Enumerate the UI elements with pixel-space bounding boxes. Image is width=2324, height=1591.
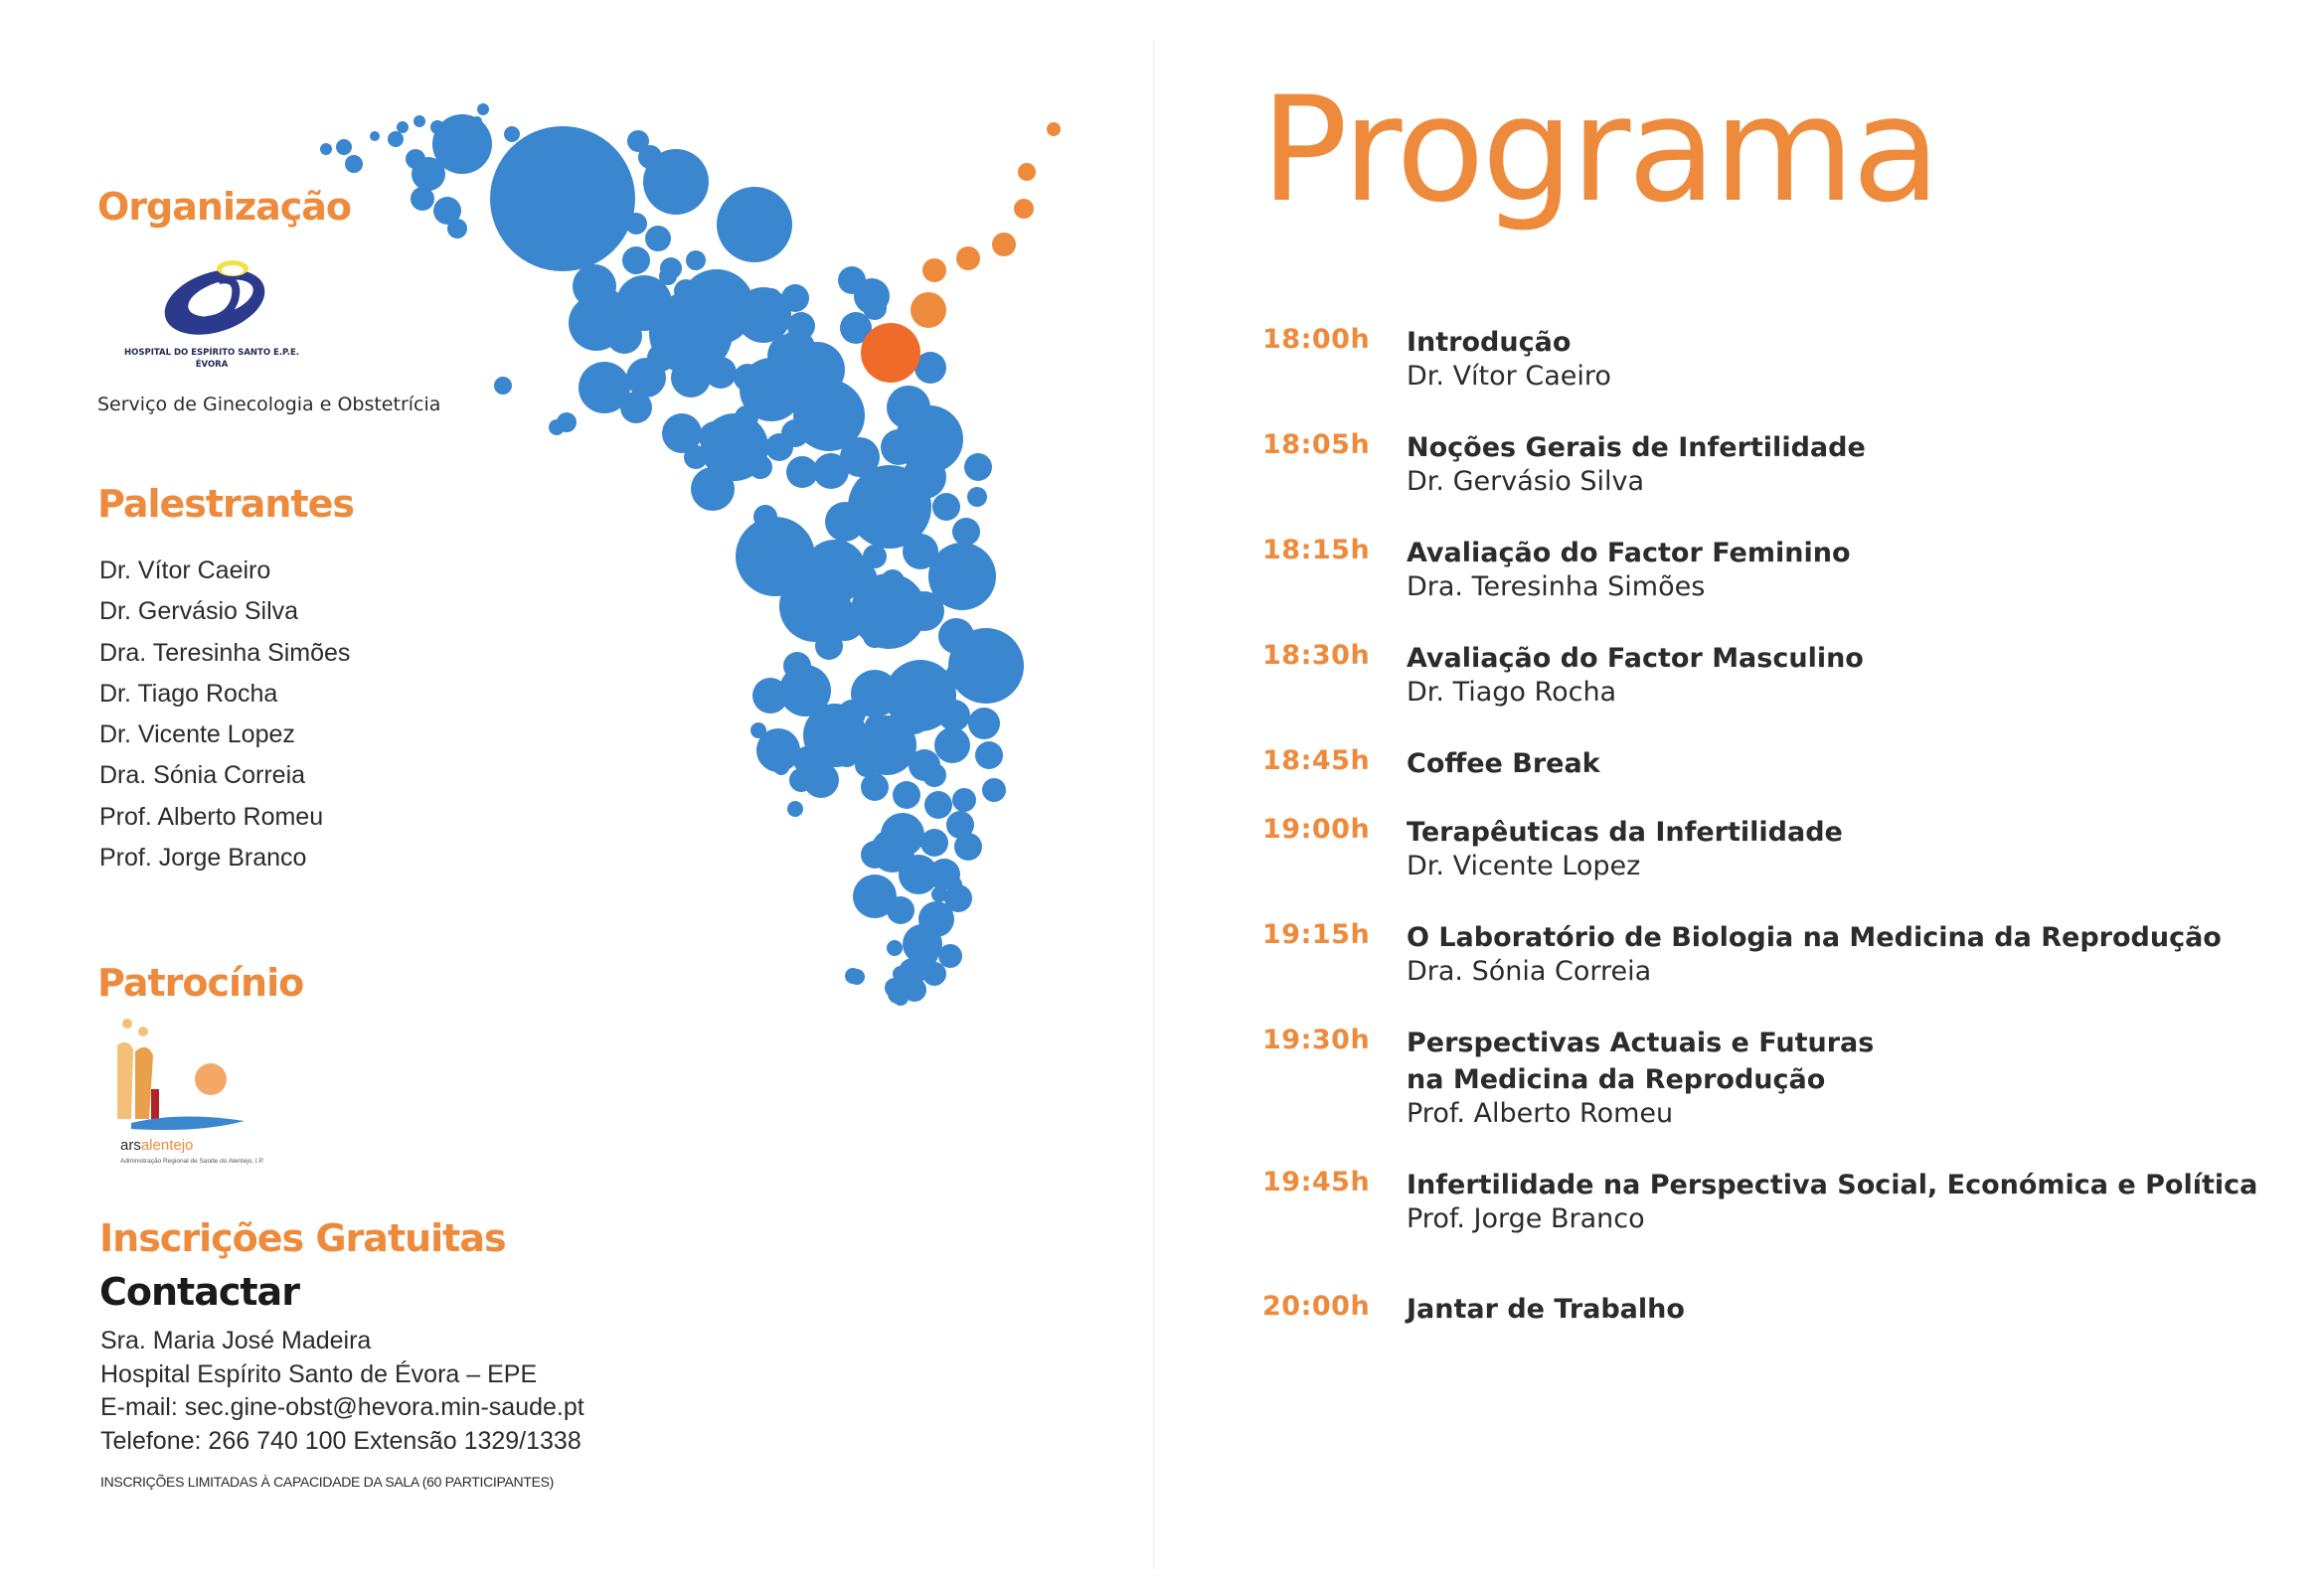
bubble bbox=[952, 518, 980, 546]
orange-bubble bbox=[956, 246, 980, 270]
bubble bbox=[931, 886, 947, 902]
schedule-title: Introdução bbox=[1407, 327, 1572, 358]
bubble bbox=[761, 288, 781, 308]
bubble bbox=[982, 778, 1006, 802]
orange-bubble bbox=[992, 233, 1016, 256]
bubble bbox=[967, 487, 987, 507]
bubble bbox=[625, 213, 647, 235]
schedule-speaker: Prof. Alberto Romeu bbox=[1407, 1098, 1674, 1129]
bubble bbox=[320, 143, 332, 155]
bubble bbox=[952, 788, 976, 812]
bubble bbox=[414, 115, 425, 127]
bubble bbox=[671, 358, 711, 398]
bubble bbox=[975, 741, 1003, 769]
schedule-title: Coffee Break bbox=[1407, 748, 1600, 779]
bubble bbox=[447, 219, 467, 239]
bubble bbox=[606, 318, 642, 354]
bubble bbox=[494, 377, 512, 395]
speaker-item: Dr. Vicente Lopez bbox=[99, 720, 295, 749]
ars-name: arsalentejo bbox=[120, 1137, 194, 1154]
schedule-time: 18:45h bbox=[1262, 745, 1371, 776]
bubble bbox=[773, 759, 789, 775]
capacity-note: INSCRIÇÕES LIMITADAS À CAPACIDADE DA SALA (60 PARTICIPANTES) bbox=[100, 1474, 555, 1490]
schedule-title: Avaliação do Factor Feminino bbox=[1407, 538, 1851, 568]
bubble bbox=[490, 126, 635, 271]
bubble bbox=[853, 875, 897, 918]
bubble bbox=[964, 453, 992, 481]
bubble bbox=[645, 226, 671, 251]
schedule-title: Avaliação do Factor Masculino bbox=[1407, 643, 1864, 674]
bubble bbox=[887, 940, 903, 956]
schedule-speaker: Dra. Teresinha Simões bbox=[1407, 571, 1706, 602]
bubble-wave bbox=[0, 0, 1153, 1591]
schedule-speaker: Dr. Tiago Rocha bbox=[1407, 677, 1617, 708]
bubble bbox=[748, 455, 772, 479]
contact-phone: Telefone: 266 740 100 Extensão 1329/1338 bbox=[100, 1426, 581, 1455]
bubble bbox=[932, 493, 960, 521]
ars-subtitle: Administração Regional de Saúde do Alentejo, I.P. bbox=[120, 1158, 264, 1165]
bubble bbox=[752, 678, 788, 714]
schedule-time: 19:00h bbox=[1262, 814, 1371, 845]
bubble bbox=[922, 962, 946, 986]
bubble bbox=[686, 250, 706, 270]
patrocinio-heading: Patrocínio bbox=[97, 961, 304, 1005]
speaker-item: Dra. Teresinha Simões bbox=[99, 638, 351, 667]
hospital-name: HOSPITAL DO ESPÍRITO SANTO E.P.E. ÉVORA bbox=[124, 348, 299, 370]
palestrantes-heading: Palestrantes bbox=[97, 482, 355, 526]
orange-bubble bbox=[922, 258, 946, 282]
bubble bbox=[815, 632, 843, 660]
bubble bbox=[779, 570, 851, 642]
bubble bbox=[825, 502, 865, 542]
service-name: Serviço de Ginecologia e Obstetrícia bbox=[97, 394, 441, 415]
bubble bbox=[938, 944, 962, 968]
bubble bbox=[920, 829, 948, 857]
schedule-title: Infertilidade na Perspectiva Social, Económica e Política bbox=[1407, 1170, 2258, 1200]
bubble bbox=[717, 187, 792, 262]
speaker-item: Dr. Vítor Caeiro bbox=[99, 557, 271, 584]
bubble bbox=[863, 624, 887, 648]
contact-institution: Hospital Espírito Santo de Évora – EPE bbox=[100, 1359, 538, 1388]
bubble bbox=[705, 357, 737, 389]
contact-name: Sra. Maria José Madeira bbox=[100, 1327, 372, 1354]
inscricoes-heading: Inscrições Gratuitas bbox=[99, 1216, 506, 1260]
schedule-time: 19:30h bbox=[1262, 1025, 1371, 1055]
bubble bbox=[781, 284, 809, 312]
bubble bbox=[938, 700, 970, 731]
speaker-item: Dra. Sónia Correia bbox=[99, 761, 306, 790]
bubble bbox=[897, 970, 913, 986]
bubble bbox=[851, 670, 899, 717]
bubble bbox=[783, 652, 811, 680]
bubble bbox=[345, 155, 363, 173]
bubble bbox=[430, 120, 444, 134]
schedule-time: 18:05h bbox=[1262, 429, 1371, 460]
bubble bbox=[893, 990, 909, 1006]
bubble bbox=[803, 704, 867, 767]
orange-bubble bbox=[1018, 163, 1036, 181]
bubble bbox=[968, 708, 1000, 739]
bubble bbox=[946, 876, 962, 892]
bubble bbox=[954, 833, 982, 861]
bubble bbox=[750, 722, 766, 738]
orange-bubble bbox=[911, 292, 946, 328]
contact-email: E-mail: sec.gine-obst@hevora.min-saude.pt bbox=[100, 1393, 584, 1421]
bubble bbox=[397, 121, 409, 133]
schedule-title: Terapêuticas da Infertilidade bbox=[1407, 817, 1843, 848]
bubble bbox=[863, 296, 887, 320]
bubble bbox=[861, 773, 889, 801]
bubble bbox=[504, 126, 520, 142]
bubble bbox=[622, 246, 650, 274]
schedule-speaker: Prof. Jorge Branco bbox=[1407, 1203, 1645, 1234]
bubble bbox=[871, 829, 914, 873]
bubble bbox=[922, 763, 946, 787]
orange-bubble bbox=[1014, 199, 1034, 219]
bubble bbox=[411, 187, 434, 211]
bubble bbox=[853, 564, 877, 588]
schedule-title: Perspectivas Actuais e Futuras na Medicina da Reprodução bbox=[1407, 1028, 1875, 1095]
schedule-speaker: Dr. Gervásio Silva bbox=[1407, 466, 1645, 497]
schedule-speaker: Dra. Sónia Correia bbox=[1407, 956, 1652, 987]
schedule-speaker: Dr. Vítor Caeiro bbox=[1407, 361, 1611, 392]
bubble bbox=[905, 591, 944, 631]
schedule-time: 18:15h bbox=[1262, 535, 1371, 565]
speaker-item: Dr. Gervásio Silva bbox=[99, 597, 299, 626]
schedule-time: 18:30h bbox=[1262, 640, 1371, 671]
bubble bbox=[406, 149, 425, 169]
bubble bbox=[845, 968, 861, 984]
schedule-title: Noções Gerais de Infertilidade bbox=[1407, 432, 1866, 463]
schedule-time: 19:45h bbox=[1262, 1167, 1371, 1197]
bubble bbox=[643, 149, 709, 215]
schedule-time: 20:00h bbox=[1262, 1291, 1371, 1322]
contact-heading: Contactar bbox=[99, 1270, 299, 1314]
bubble bbox=[626, 358, 666, 398]
bubble bbox=[893, 781, 920, 809]
speaker-item: Prof. Alberto Romeu bbox=[99, 802, 324, 831]
schedule-speaker: Dr. Vicente Lopez bbox=[1407, 851, 1641, 881]
bubble bbox=[336, 139, 352, 155]
bubble bbox=[803, 762, 839, 798]
bubble bbox=[787, 801, 803, 817]
bubble bbox=[388, 131, 404, 147]
schedule-title: Jantar de Trabalho bbox=[1407, 1294, 1685, 1325]
speaker-item: Dr. Tiago Rocha bbox=[99, 679, 278, 708]
bubble bbox=[781, 419, 809, 447]
bubble bbox=[370, 131, 380, 141]
speaker-item: Prof. Jorge Branco bbox=[99, 844, 307, 873]
highlight-bubble bbox=[861, 323, 920, 383]
fold-line bbox=[1153, 40, 1154, 1570]
bubble bbox=[903, 534, 938, 569]
bubble bbox=[549, 419, 565, 435]
orange-bubble bbox=[1047, 122, 1061, 136]
programa-title: Programa bbox=[1260, 66, 1938, 235]
bubble bbox=[477, 103, 489, 115]
bubble bbox=[924, 791, 952, 819]
schedule-title: O Laboratório de Biologia na Medicina da Reprodução bbox=[1407, 922, 2222, 953]
bubble bbox=[934, 727, 970, 763]
bubble bbox=[620, 392, 652, 423]
schedule-time: 19:15h bbox=[1262, 919, 1371, 950]
organizacao-heading: Organização bbox=[97, 185, 351, 229]
bubble bbox=[787, 312, 815, 340]
bubble bbox=[472, 116, 482, 126]
schedule-time: 18:00h bbox=[1262, 324, 1371, 355]
